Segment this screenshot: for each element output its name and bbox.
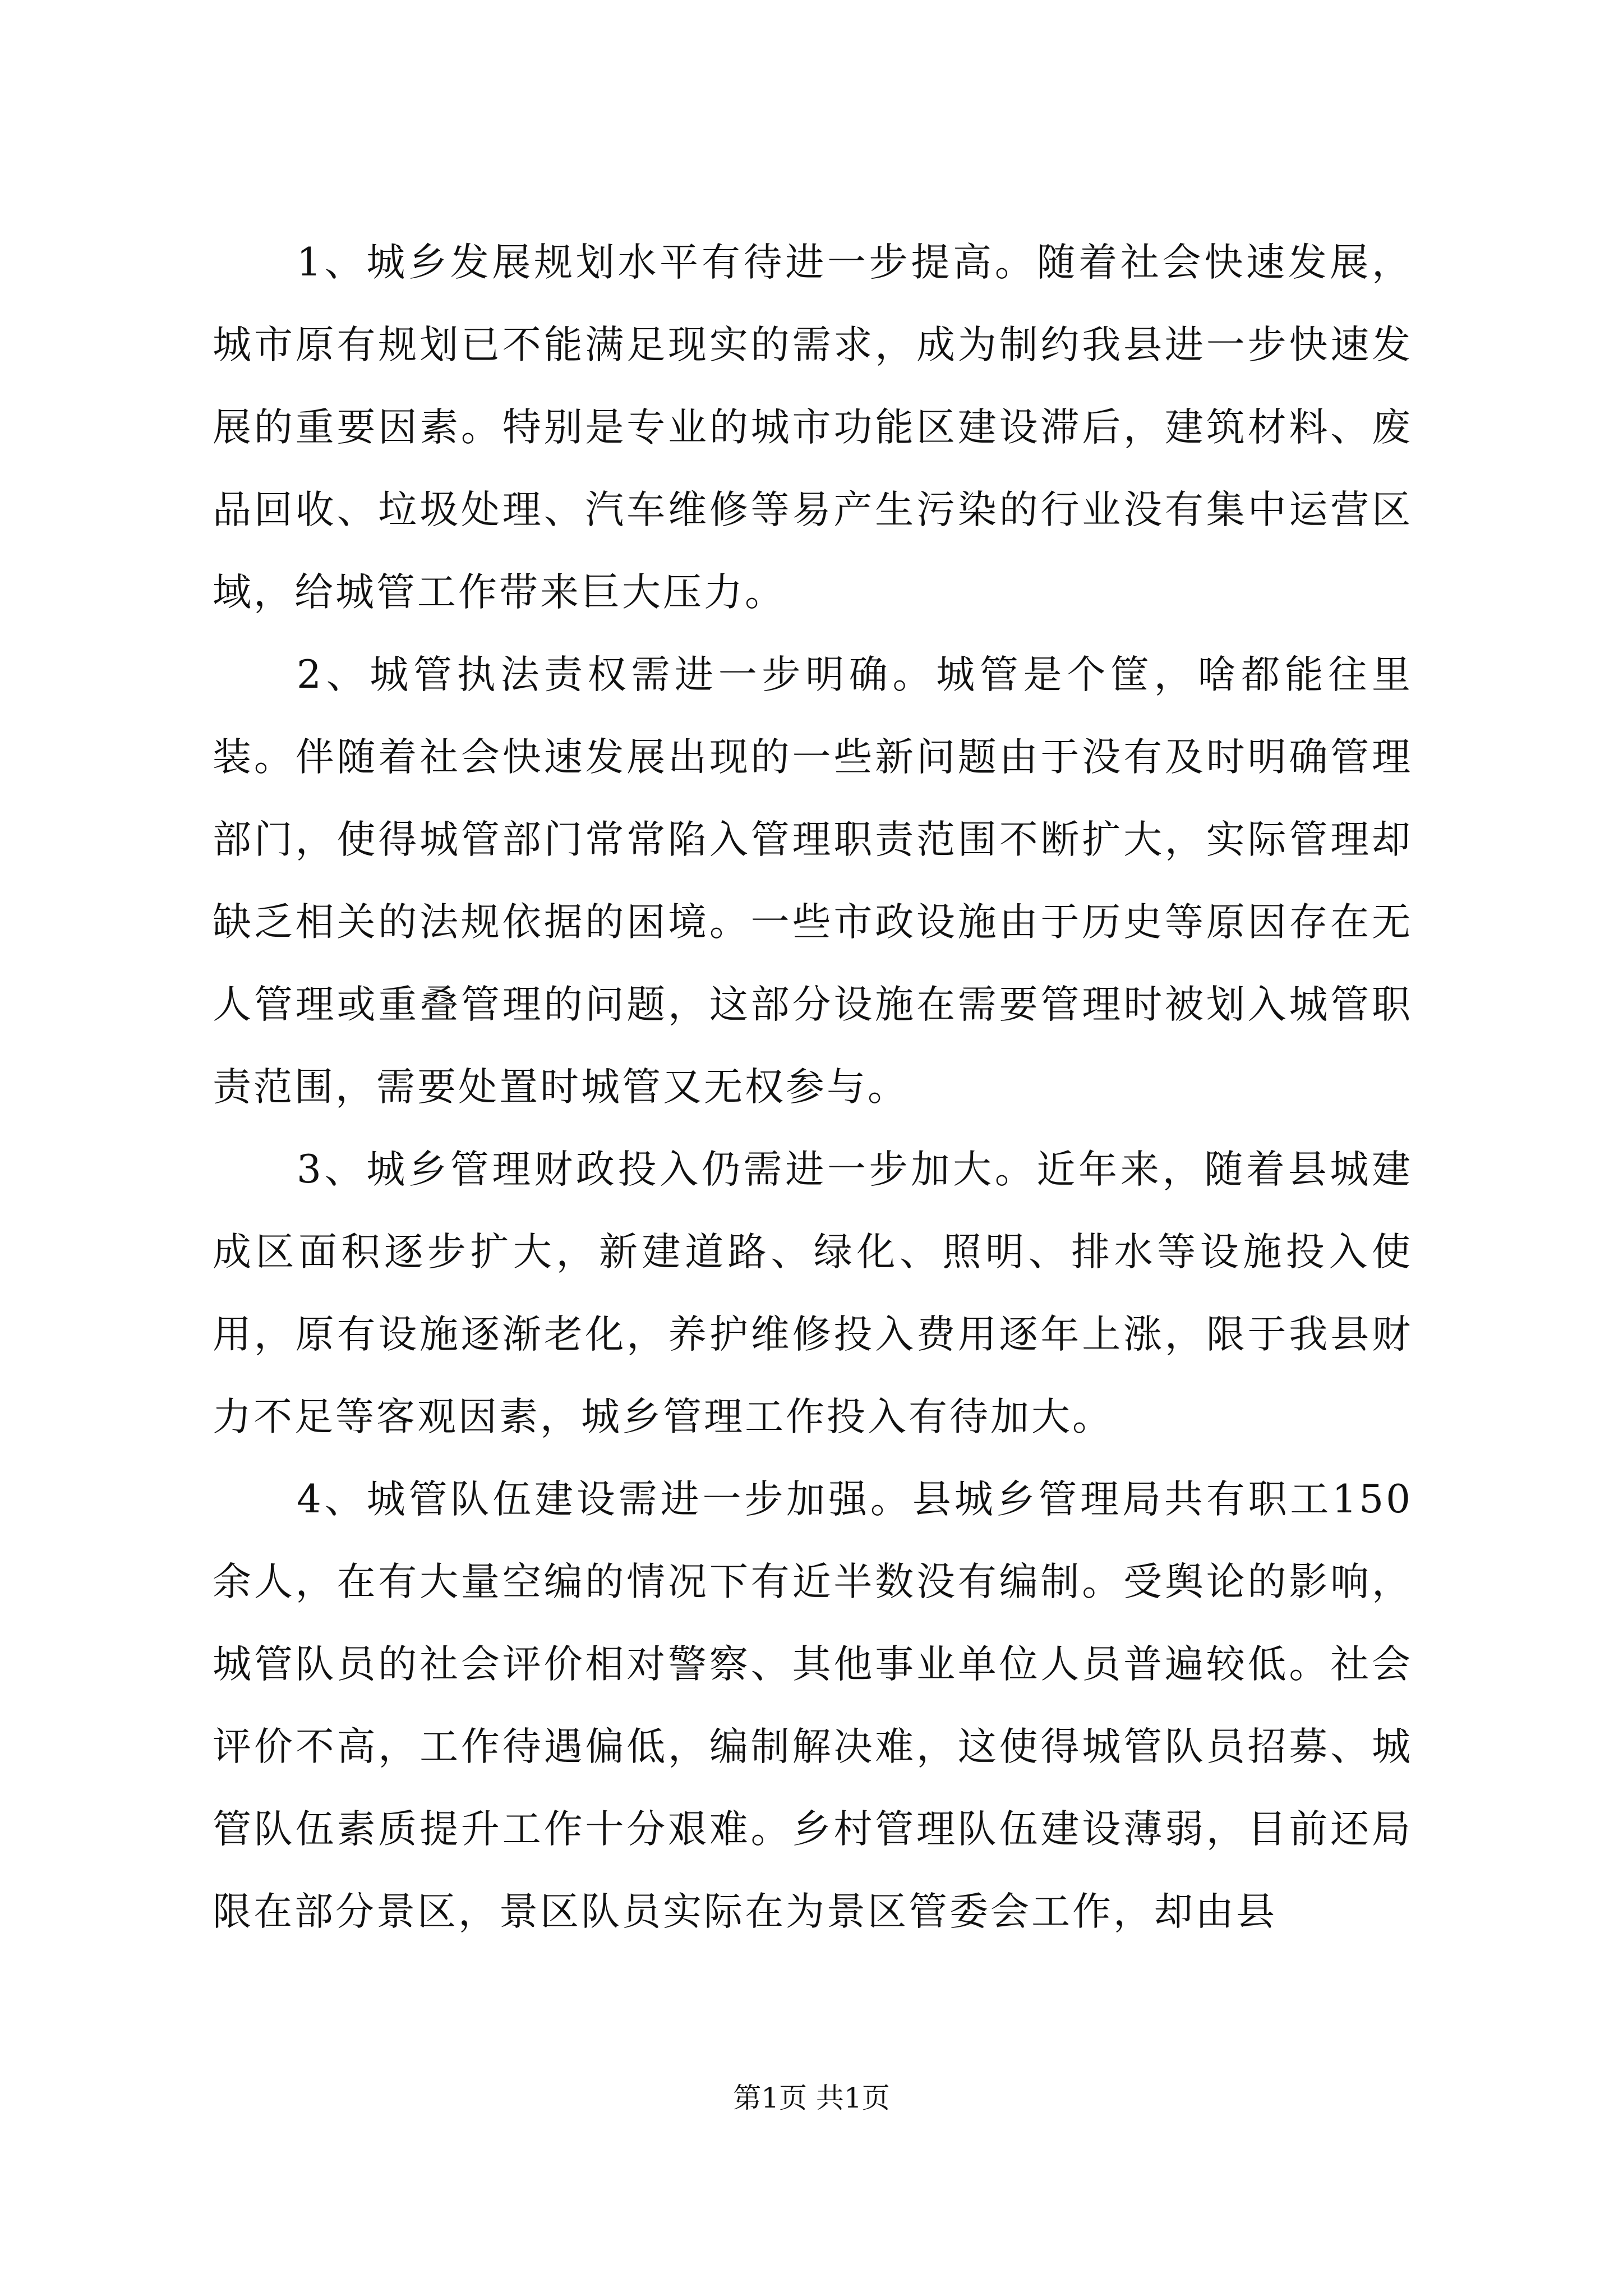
page-number-footer: 第1页 共1页	[733, 2082, 890, 2114]
paragraph-1: 1、城乡发展规划水平有待进一步提高。随着社会快速发展，城市原有规划已不能满足现实的需求，成为制约我县进一步快速发展的重要因素。特别是专业的城市功能区建设滞后，建筑材料、废品回收、垃圾处理、汽车维修等易产生污染的行业没有集中运营区域，给城管工作带来巨大压力。	[213, 240, 1413, 615]
paragraph-2: 2、城管执法责权需进一步明确。城管是个筐，啥都能往里装。伴随着社会快速发展出现的一些新问题由于没有及时明确管理部门，使得城管部门常常陷入管理职责范围不断扩大，实际管理却缺乏相关的法规依据的困境。一些市政设施由于历史等原因存在无人管理或重叠管理的问题，这部分设施在需要管理时被划入城管职责范围，需要处置时城管又无权参与。	[213, 652, 1413, 1110]
document-body	[213, 222, 1413, 1953]
paragraph-4: 4、城管队伍建设需进一步加强。县城乡管理局共有职工150余人，在有大量空编的情况下有近半数没有编制。受舆论的影响，城管队员的社会评价相对警察、其他事业单位人员普遍较低。社会评价不高，工作待遇偏低，编制解决难，这使得城管队员招募、城管队伍素质提升工作十分艰难。乡村管理队伍建设薄弱，目前还局限在部分景区，景区队员实际在为景区管委会工作，却由县	[213, 1477, 1413, 1934]
paragraph-3: 3、城乡管理财政投入仍需进一步加大。近年来，随着县城建成区面积逐步扩大，新建道路、绿化、照明、排水等设施投入使用，原有设施逐渐老化，养护维修投入费用逐年上涨，限于我县财力不足等客观因素，城乡管理工作投入有待加大。	[213, 1147, 1413, 1439]
